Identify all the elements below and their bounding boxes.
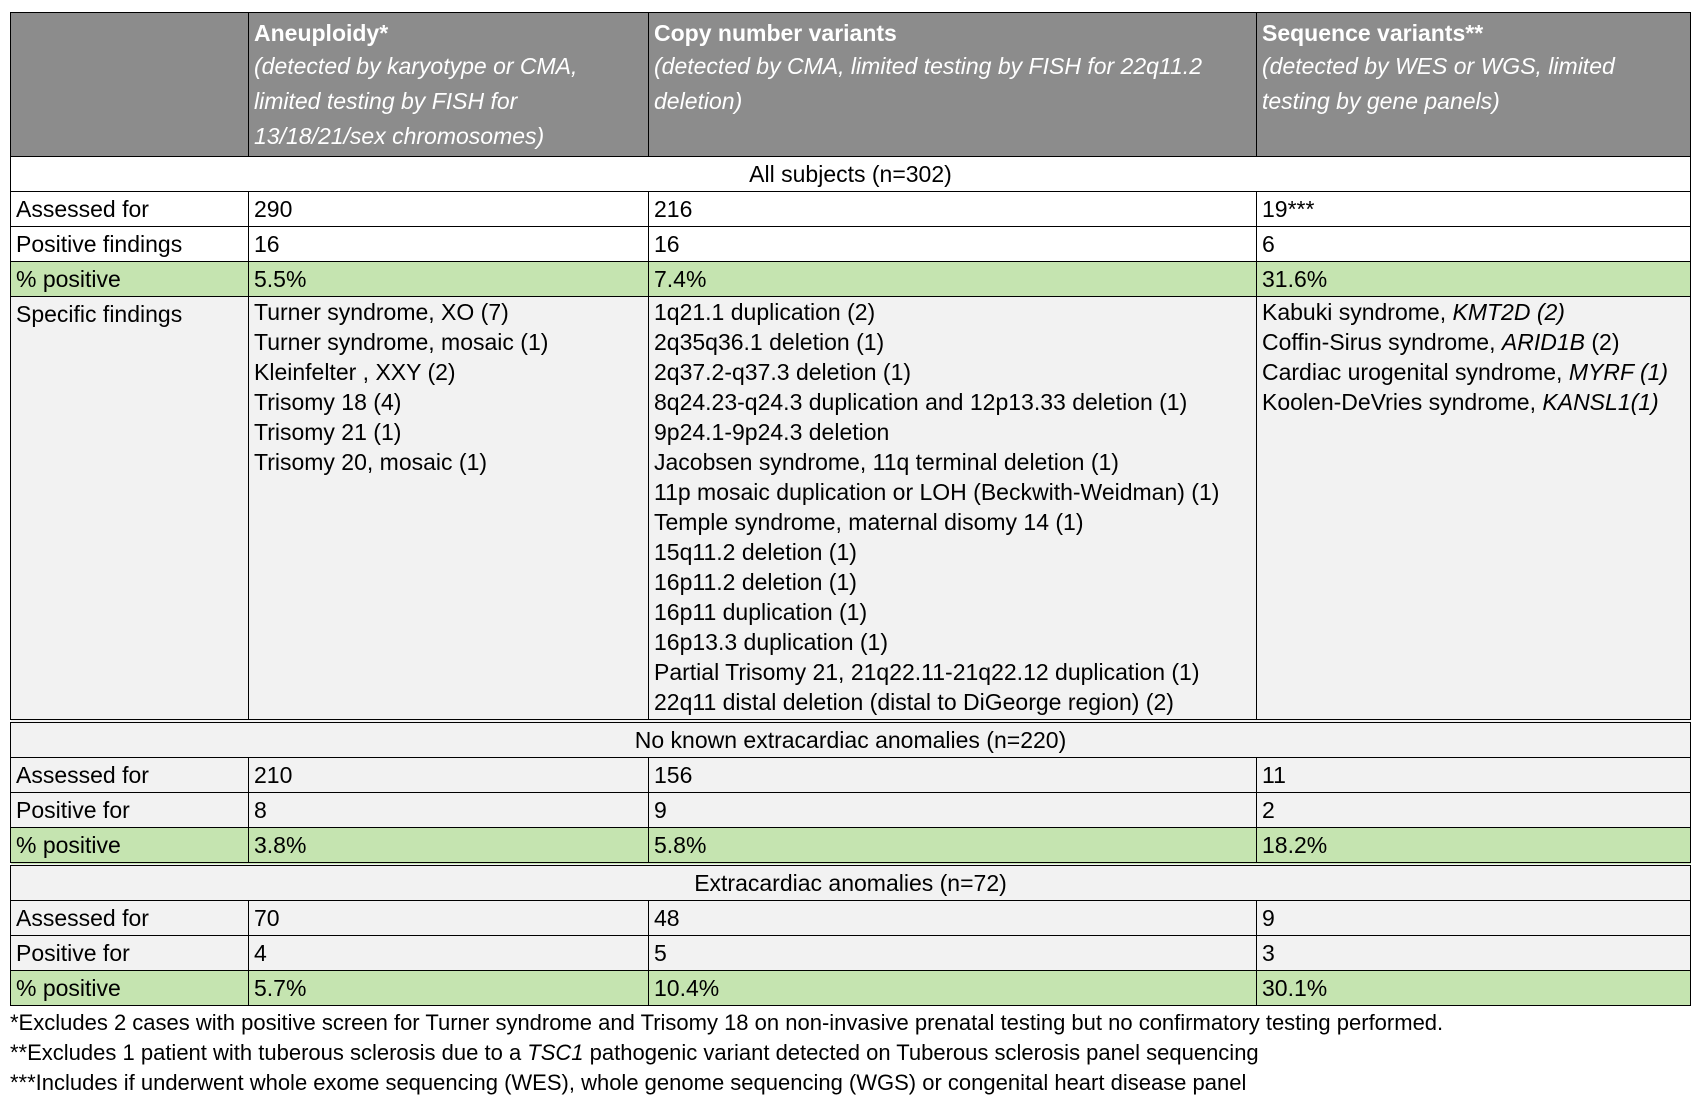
list-item: 11p mosaic duplication or LOH (Beckwith-Weidman) (1) — [654, 479, 1220, 505]
cell-sequence: 11 — [1257, 758, 1691, 793]
list-item: Turner syndrome, XO (7) — [254, 299, 509, 325]
row-label: Positive for — [11, 936, 249, 971]
finding-count: (1) — [1633, 359, 1669, 385]
specific-findings-label: Specific findings — [16, 301, 183, 327]
footnotes — [10, 1008, 1690, 1098]
list-item: 1q21.1 duplication (2) — [654, 299, 876, 325]
header-aneuploidy — [249, 13, 649, 157]
row-label — [11, 297, 249, 722]
header-sequence-title: Sequence variants** — [1262, 20, 1484, 46]
list-item: Trisomy 18 (4) — [254, 389, 402, 415]
list-item: 2q37.2-q37.3 deletion (1) — [654, 359, 912, 385]
cell-aneuploidy: 290 — [249, 192, 649, 227]
cell-sequence: 30.1% — [1257, 971, 1691, 1006]
cell-sequence: 9 — [1257, 901, 1691, 936]
section-title: Extracardiac anomalies (n=72) — [11, 864, 1691, 901]
list-item: 16p13.3 duplication (1) — [654, 629, 888, 655]
cell-aneuploidy: 5.5% — [249, 262, 649, 297]
gene-name: MYRF — [1568, 359, 1634, 385]
header-sequence-subtitle: (detected by WES or WGS, limited testing by gene panels) — [1262, 53, 1615, 114]
cell-aneuploidy: 5.7% — [249, 971, 649, 1006]
gene-name: KANSL1 — [1542, 389, 1631, 415]
cell-aneuploidy: 8 — [249, 793, 649, 828]
list-item: Kleinfelter , XXY (2) — [254, 359, 456, 385]
list-item: 16p11.2 deletion (1) — [654, 569, 857, 595]
footnote-text: **Excludes 1 patient with tuberous sclerosis due to a — [10, 1040, 528, 1065]
section-title: All subjects (n=302) — [11, 157, 1691, 192]
syndrome-name: Coffin-Sirus syndrome, — [1262, 329, 1502, 355]
section-row-all-subjects — [11, 157, 1691, 192]
table-row — [11, 793, 1691, 828]
specific-findings-row — [11, 297, 1691, 722]
finding-count: (2) — [1584, 329, 1620, 355]
cnv-findings-cell — [649, 297, 1257, 722]
section-title: No known extracardiac anomalies (n=220) — [11, 721, 1691, 758]
row-label: Positive findings — [11, 227, 249, 262]
finding-count: (2) — [1530, 299, 1565, 325]
table-row — [11, 901, 1691, 936]
list-item: 16p11 duplication (1) — [654, 599, 868, 625]
list-item — [1262, 387, 1685, 417]
list-item — [1262, 297, 1685, 327]
percent-positive-row — [11, 828, 1691, 865]
syndrome-name: Kabuki syndrome, — [1262, 299, 1453, 325]
list-item: 9p24.1-9p24.3 deletion — [654, 419, 890, 445]
header-aneuploidy-title: Aneuploidy* — [254, 20, 389, 46]
header-sequence — [1257, 13, 1691, 157]
list-item: 8q24.23-q24.3 duplication and 12p13.33 deletion (1) — [654, 389, 1188, 415]
cell-sequence: 6 — [1257, 227, 1691, 262]
cell-sequence: 3 — [1257, 936, 1691, 971]
section-row-extracardiac — [11, 864, 1691, 901]
table-row — [11, 192, 1691, 227]
cell-aneuploidy: 16 — [249, 227, 649, 262]
cell-cnv: 5 — [649, 936, 1257, 971]
section-row-no-extracardiac — [11, 721, 1691, 758]
list-item: 15q11.2 deletion (1) — [654, 539, 857, 565]
syndrome-name: Cardiac urogenital syndrome, — [1262, 359, 1569, 385]
footnote-text: pathogenic variant detected on Tuberous sclerosis panel sequencing — [583, 1040, 1259, 1065]
footnote-gene: TSC1 — [527, 1040, 584, 1065]
list-item: Temple syndrome, maternal disomy 14 (1) — [654, 509, 1084, 535]
percent-positive-row — [11, 971, 1691, 1006]
row-label: % positive — [11, 828, 249, 865]
footnote-sequence — [10, 1038, 1690, 1068]
percent-positive-row — [11, 262, 1691, 297]
cell-cnv: 5.8% — [649, 828, 1257, 865]
row-label: Assessed for — [11, 901, 249, 936]
cell-sequence: 19*** — [1257, 192, 1691, 227]
cell-aneuploidy: 3.8% — [249, 828, 649, 865]
footnote-aneuploidy: *Excludes 2 cases with positive screen for Turner syndrome and Trisomy 18 on non-invasive prenatal testing but no confirmatory testing performed. — [10, 1010, 1444, 1035]
row-label: Assessed for — [11, 758, 249, 793]
cell-aneuploidy: 210 — [249, 758, 649, 793]
cell-aneuploidy: 70 — [249, 901, 649, 936]
cell-cnv: 7.4% — [649, 262, 1257, 297]
table-header-row — [11, 13, 1691, 157]
genetic-findings-table-container — [10, 12, 1690, 1098]
list-item: Partial Trisomy 21, 21q22.11-21q22.12 duplication (1) — [654, 659, 1200, 685]
list-item: Turner syndrome, mosaic (1) — [254, 329, 549, 355]
table-row — [11, 227, 1691, 262]
gene-name: ARID1B — [1501, 329, 1585, 355]
gene-name: KMT2D — [1452, 299, 1531, 325]
syndrome-name: Koolen-DeVries syndrome, — [1262, 389, 1543, 415]
cell-sequence: 18.2% — [1257, 828, 1691, 865]
cell-cnv: 10.4% — [649, 971, 1257, 1006]
list-item: 22q11 distal deletion (distal to DiGeorge region) (2) — [654, 689, 1174, 715]
header-aneuploidy-subtitle: (detected by karyotype or CMA, limited testing by FISH for 13/18/21/sex chromosomes) — [254, 53, 578, 149]
cell-cnv: 48 — [649, 901, 1257, 936]
row-label: Positive for — [11, 793, 249, 828]
footnote-assessed: ***Includes if underwent whole exome sequencing (WES), whole genome sequencing (WGS) or congenital heart disease panel — [10, 1070, 1247, 1095]
header-cnv-title: Copy number variants — [654, 20, 897, 46]
header-cnv-subtitle: (detected by CMA, limited testing by FISH for 22q11.2 deletion) — [654, 53, 1202, 114]
table-row — [11, 758, 1691, 793]
header-corner-cell — [11, 13, 249, 157]
sequence-findings-cell — [1257, 297, 1691, 722]
cell-cnv: 156 — [649, 758, 1257, 793]
cell-cnv: 216 — [649, 192, 1257, 227]
list-item — [1262, 327, 1685, 357]
cell-sequence: 31.6% — [1257, 262, 1691, 297]
list-item — [1262, 357, 1685, 387]
list-item: Trisomy 20, mosaic (1) — [254, 449, 488, 475]
cell-aneuploidy: 4 — [249, 936, 649, 971]
finding-count: (1) — [1630, 389, 1659, 415]
header-cnv — [649, 13, 1257, 157]
list-item: 2q35q36.1 deletion (1) — [654, 329, 885, 355]
list-item: Trisomy 21 (1) — [254, 419, 402, 445]
row-label: % positive — [11, 971, 249, 1006]
aneuploidy-findings-cell — [249, 297, 649, 722]
list-item: Jacobsen syndrome, 11q terminal deletion (1) — [654, 449, 1119, 475]
row-label: Assessed for — [11, 192, 249, 227]
genetic-findings-table — [10, 12, 1691, 1006]
row-label: % positive — [11, 262, 249, 297]
cell-sequence: 2 — [1257, 793, 1691, 828]
table-row — [11, 936, 1691, 971]
cell-cnv: 16 — [649, 227, 1257, 262]
cell-cnv: 9 — [649, 793, 1257, 828]
